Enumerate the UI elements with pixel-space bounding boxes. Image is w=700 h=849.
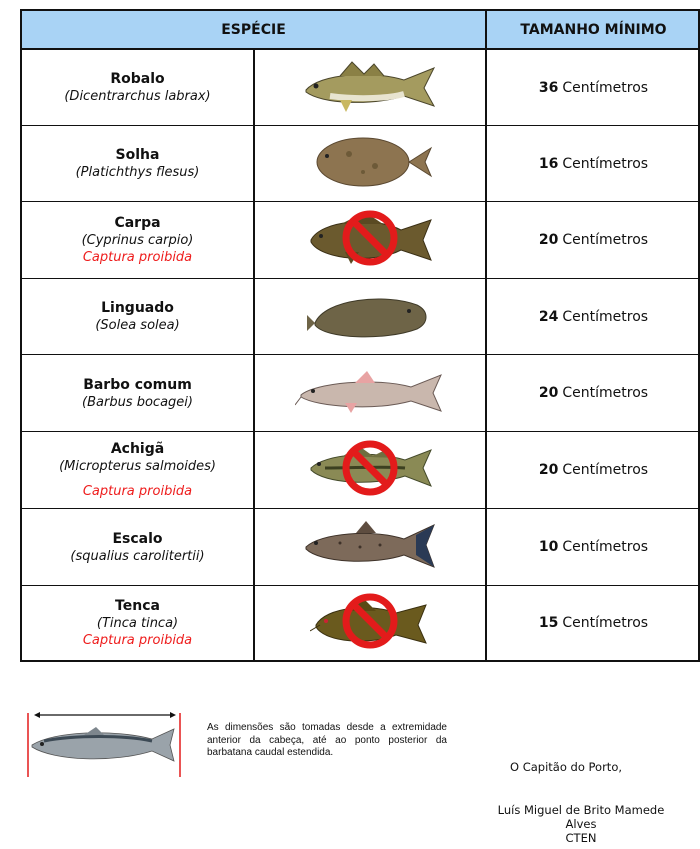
scientific-name: (Solea solea) [95, 318, 180, 333]
fish-image-cell [255, 50, 487, 125]
size-value: 20 [538, 232, 559, 248]
size-value: 16 [538, 155, 559, 172]
common-name: Carpa [114, 215, 161, 231]
sardine-icon [32, 727, 174, 761]
size-unit: Centímetros [562, 539, 649, 555]
common-name: Tenca [115, 598, 160, 614]
minimum-size-cell [487, 509, 700, 585]
chub-icon [300, 515, 440, 579]
minimum-size-cell [487, 126, 700, 201]
common-name: Escalo [112, 530, 163, 547]
table-row [22, 509, 698, 586]
length-arrow-icon [34, 712, 176, 718]
captain-rank: CTEN [565, 831, 597, 845]
table-row [22, 586, 698, 660]
species-name-cell [22, 432, 255, 508]
species-name-cell [22, 126, 255, 201]
measurement-note: As dimensões são tomadas desde a extremidade anterior da cabeça, até ao ponto posterior da barbatana caudal estendida. [207, 722, 447, 758]
fish-image-cell [255, 432, 487, 508]
minimum-size-cell [487, 586, 700, 660]
minimum-size-cell [487, 432, 700, 508]
sole-icon [305, 285, 435, 349]
minimum-size-cell [487, 355, 700, 431]
size-value: 15 [538, 615, 559, 631]
size-value: 20 [538, 462, 559, 478]
size-unit: Centímetros [562, 79, 649, 96]
table-header [22, 11, 698, 50]
table-row [22, 355, 698, 432]
fish-image-cell [255, 126, 487, 201]
carp-icon [305, 208, 435, 272]
prohibited-sign-icon [341, 592, 399, 654]
species-name-cell [22, 50, 255, 125]
size-unit: Centímetros [562, 385, 649, 401]
size-unit: Centímetros [562, 232, 649, 248]
species-name-cell [22, 586, 255, 660]
fish-image-cell [255, 355, 487, 431]
barbel-icon [295, 361, 445, 425]
scientific-name: (Cyprinus carpio) [81, 233, 194, 248]
size-value: 36 [538, 79, 559, 96]
capture-prohibited-label: Captura proibida [82, 484, 193, 499]
common-name: Solha [115, 147, 160, 163]
scientific-name: (Dicentrarchus labrax) [64, 89, 211, 104]
species-name-cell [22, 202, 255, 278]
minimum-size-cell [487, 202, 700, 278]
prohibited-sign-icon [341, 209, 399, 271]
scientific-name: (squalius carolitertii) [70, 548, 205, 564]
size-unit: Centímetros [562, 462, 649, 478]
species-name-cell [22, 355, 255, 431]
fish-image-cell [255, 586, 487, 660]
minimum-size-cell [487, 279, 700, 354]
size-column-header: TAMANHO MÍNIMO [520, 21, 667, 38]
seabass-icon [300, 56, 440, 120]
capture-prohibited-label: Captura proibida [82, 250, 193, 265]
common-name: Linguado [101, 300, 174, 316]
common-name: Achigã [110, 441, 165, 457]
scientific-name: (Platichthys flesus) [75, 165, 200, 180]
capture-prohibited-label: Captura proibida [82, 633, 193, 648]
size-unit: Centímetros [562, 308, 649, 325]
table-row [22, 279, 698, 355]
size-value: 10 [538, 539, 559, 555]
fish-image-cell [255, 509, 487, 585]
fish-image-cell [255, 279, 487, 354]
species-name-cell [22, 509, 255, 585]
signature-block [486, 803, 676, 845]
tench-icon [310, 591, 430, 655]
fish-image-cell [255, 202, 487, 278]
table-row [22, 432, 698, 509]
measurement-diagram [24, 705, 184, 785]
minimum-size-cell [487, 50, 700, 125]
bass-icon [305, 438, 435, 502]
size-value: 20 [538, 385, 559, 401]
table-row [22, 126, 698, 202]
species-name-cell [22, 279, 255, 354]
size-value: 24 [538, 308, 559, 325]
size-unit: Centímetros [562, 615, 649, 631]
table-row [22, 202, 698, 279]
flounder-icon [305, 132, 435, 196]
common-name: Barbo comum [83, 376, 192, 393]
scientific-name: (Micropterus salmoides) [59, 459, 216, 474]
captain-title: O Capitão do Porto, [510, 760, 623, 774]
species-column-header: ESPÉCIE [22, 11, 487, 48]
captain-name: Luís Miguel de Brito Mamede Alves [497, 803, 665, 831]
prohibited-sign-icon [341, 439, 399, 501]
common-name: Robalo [110, 71, 165, 87]
table-row [22, 50, 698, 126]
scientific-name: (Barbus bocagei) [82, 394, 193, 410]
scientific-name: (Tinca tinca) [96, 616, 179, 631]
size-unit: Centímetros [562, 155, 649, 172]
species-size-table [20, 9, 700, 662]
